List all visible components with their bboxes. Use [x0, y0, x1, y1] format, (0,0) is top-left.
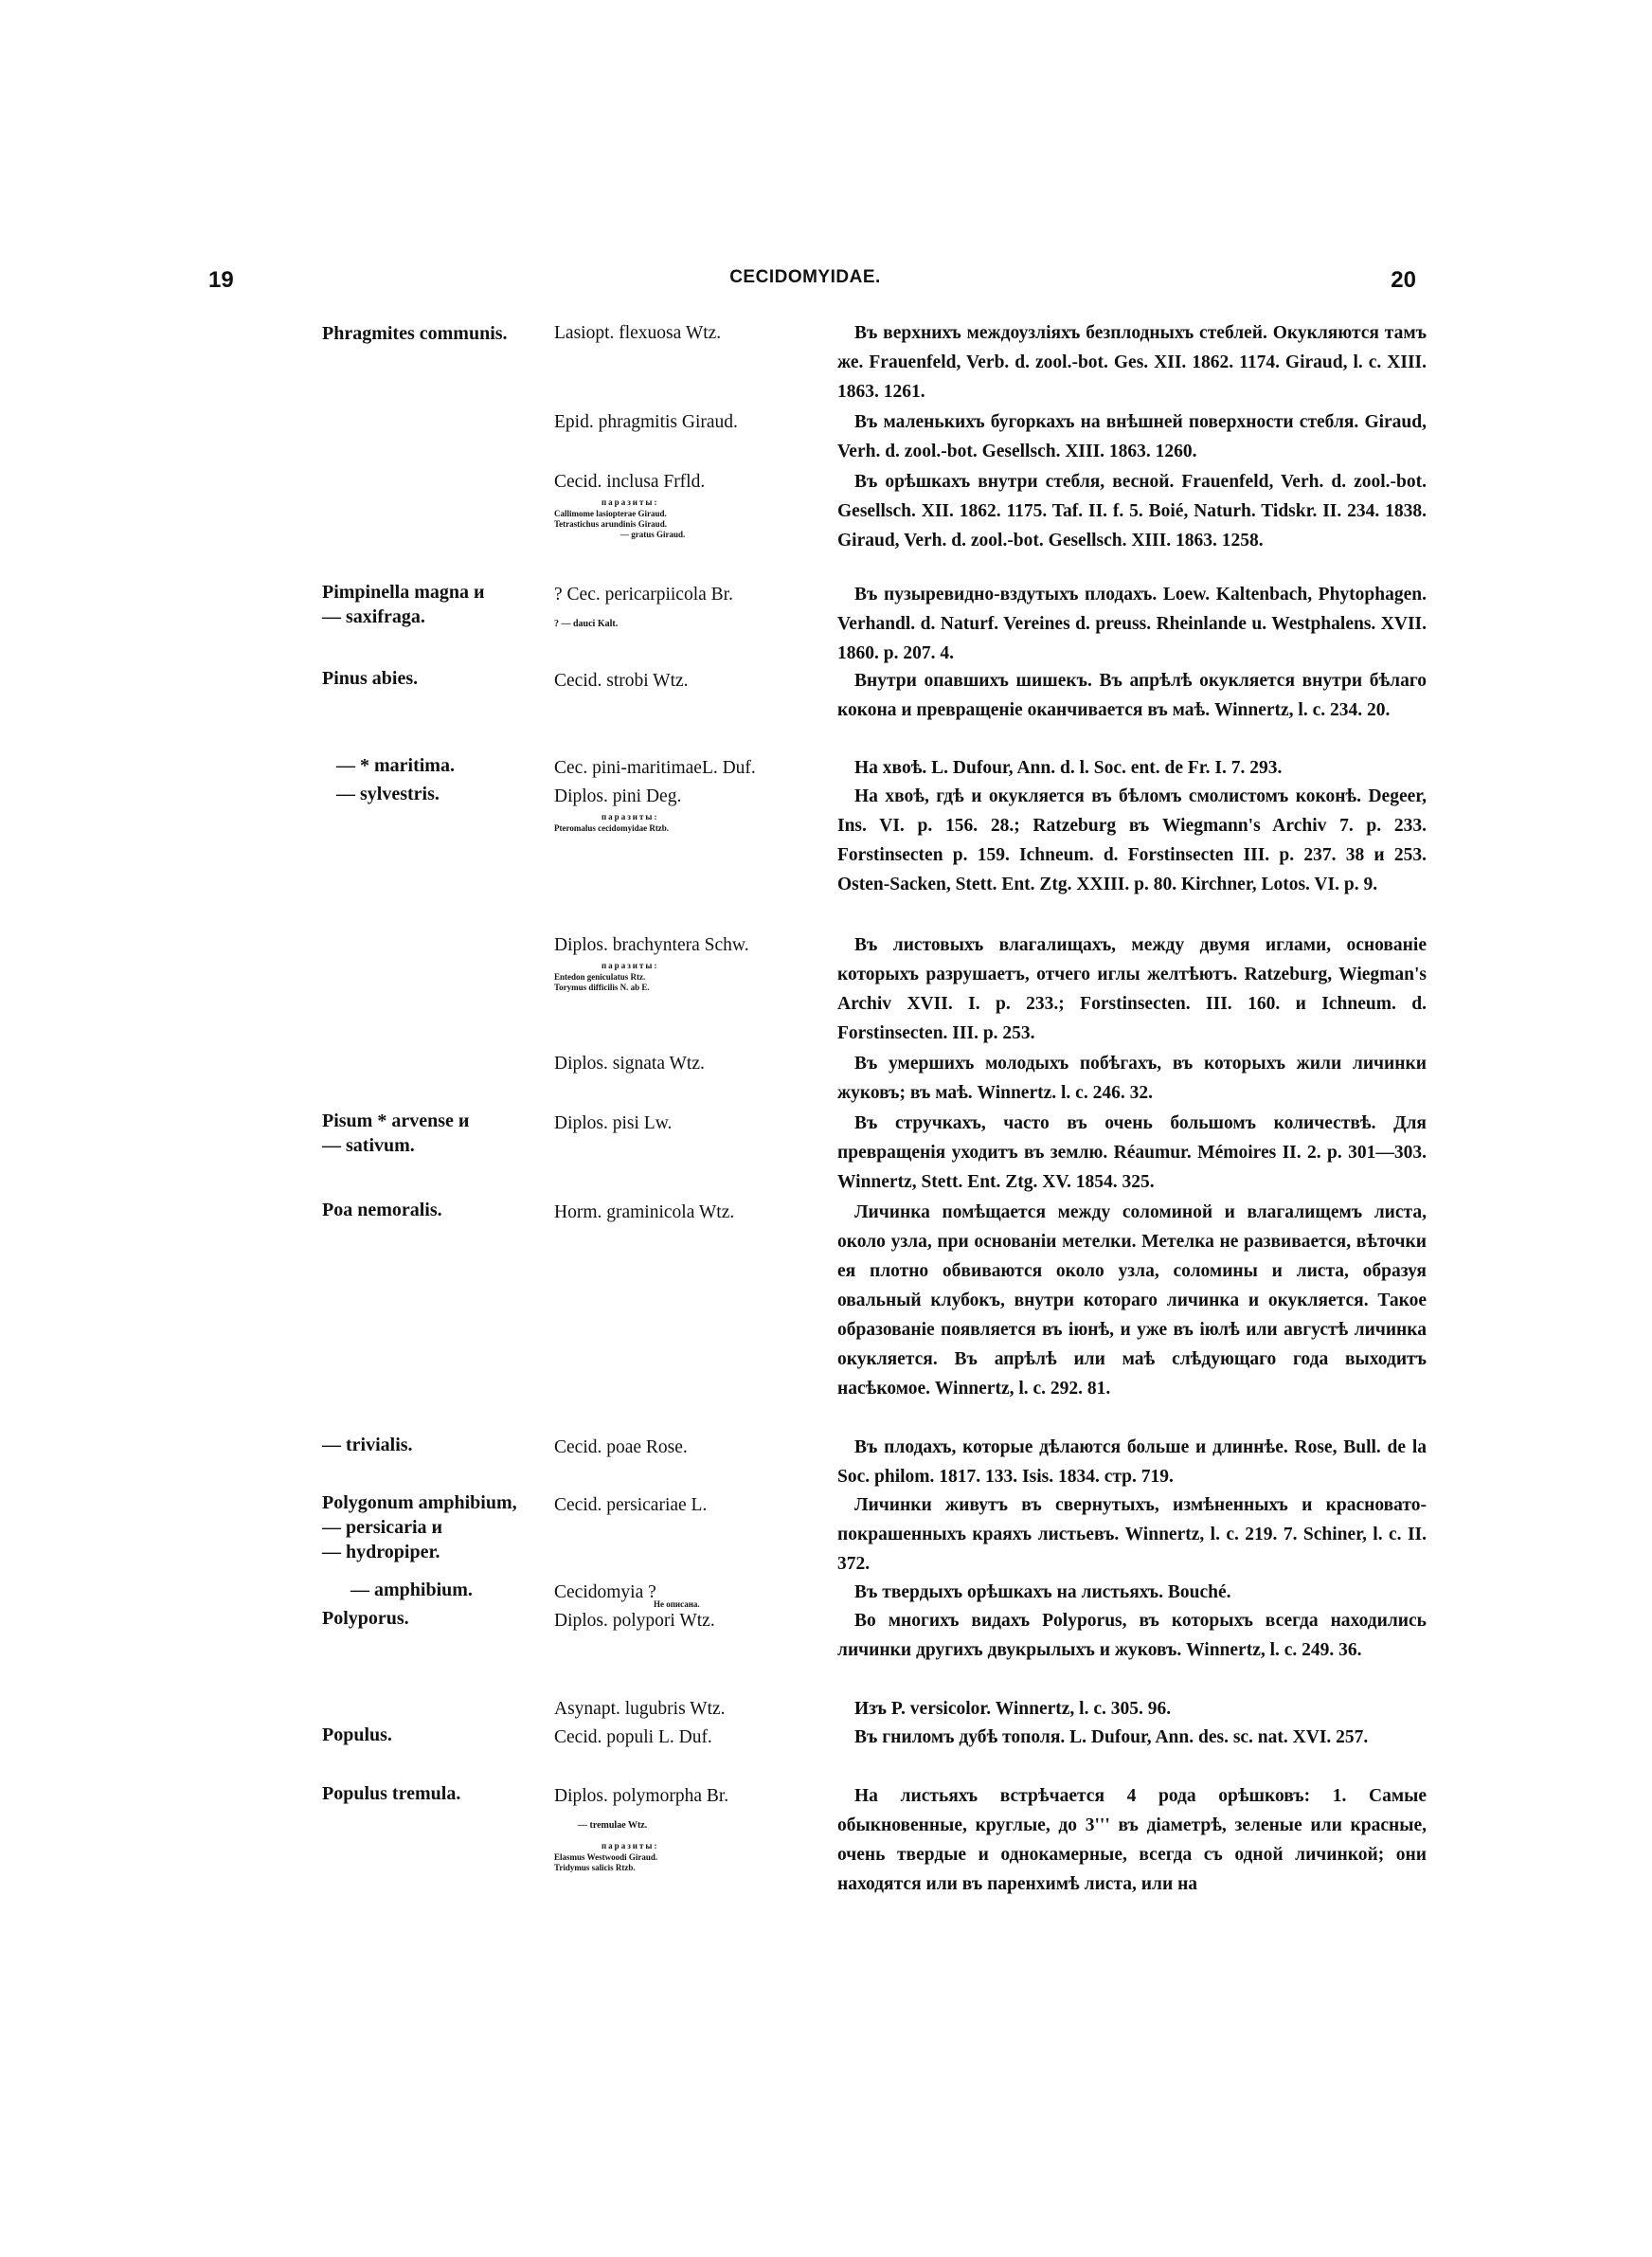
page-number-left: 19: [208, 267, 234, 293]
species-note: Не описана.: [654, 1599, 700, 1609]
parasite-name: Pteromalus cecidomyidae Rtzb.: [554, 823, 670, 833]
host-line: Pimpinella magna и: [322, 582, 485, 603]
host-line: Polygonum amphibium,: [322, 1492, 517, 1513]
parasites-label: паразиты:: [602, 812, 659, 822]
description: Въ маленькихъ бугоркахъ на внѣшней поверхности стебля. Giraud, Verh. d. zool.-bot. Gesellsch. XIII. 1863. 1260.: [837, 412, 1427, 461]
gall-species: Diplos. pini Deg.: [554, 786, 682, 806]
gall-species-block: [554, 467, 810, 540]
page-number-right: 20: [1391, 267, 1416, 293]
description: Въ листовыхъ влагалищахъ, между двумя иглами, основанiе которыхъ разрушаетъ, отчего иглы желтѣютъ. Ratzeburg, Wiegman's Archiv XVII. I. p. 233.; Forstinsecten. III. 160. и Ichneum. d. Forstinsecten. III. p. 253.: [837, 935, 1427, 1043]
host-plant: [322, 1490, 540, 1564]
gall-species: Cec. pini-maritimaeL. Duf.: [554, 758, 756, 778]
gall-species: — tremulae Wtz.: [578, 1820, 648, 1831]
host-plant: — sylvestris.: [336, 784, 440, 804]
host-line: — hydropiper.: [322, 1542, 440, 1562]
description: Въ твердыхъ орѣшкахъ на листьяхъ. Bouché.: [854, 1582, 1231, 1602]
parasite-name: Callimome lasiopterae Giraud.: [554, 509, 667, 518]
gall-species-block: [554, 930, 810, 993]
description: Въ стручкахъ, часто въ очень большомъ количествѣ. Для превращенiя уходитъ въ землю. Réaumur. Mémoires II. 2. p. 301—303. Winnertz, Stett. Ent. Ztg. XV. 1854. 325.: [837, 1113, 1427, 1192]
gall-species: Diplos. signata Wtz.: [554, 1054, 705, 1074]
gall-species: ? Cec. pericarpiicola Br.: [554, 585, 733, 605]
description: Во многихъ видахъ Polyporus, въ которыхъ всегда находились личинки другихъ двукрылыхъ и жуковъ. Winnertz, l. c. 249. 36.: [837, 1611, 1427, 1660]
host-plant: — amphibium.: [350, 1580, 473, 1600]
description: Въ умершихъ молодыхъ побѣгахъ, въ которыхъ жили личинки жуковъ; въ маѣ. Winnertz. l. c. 246. 32.: [837, 1054, 1427, 1103]
description: Изъ P. versicolor. Winnertz, l. c. 305. 96.: [854, 1699, 1172, 1719]
host-plant: Poa nemoralis.: [322, 1200, 442, 1220]
gall-species: Asynapt. lugubris Wtz.: [554, 1699, 726, 1719]
host-line: — persicaria и: [322, 1517, 443, 1538]
gall-species: Diplos. polypori Wtz.: [554, 1611, 715, 1631]
gall-species: Cecid. strobi Wtz.: [554, 671, 689, 691]
gall-species: Diplos. brachyntera Schw.: [554, 935, 749, 955]
host-plant: Populus tremula.: [322, 1783, 461, 1804]
gall-species: Cecid. inclusa Frfld.: [554, 472, 706, 492]
host-plant: [322, 1109, 540, 1158]
gall-species: Diplos. polymorpha Br.: [554, 1786, 729, 1806]
running-title: CECIDOMYIDAE.: [729, 267, 881, 287]
parasite-name: Elasmus Westwoodi Giraud.: [554, 1852, 658, 1862]
parasite-name: — gratus Giraud.: [620, 530, 686, 539]
gall-species: Epid. phragmitis Giraud.: [554, 412, 738, 432]
parasite-name: Tetrastichus arundinis Giraud.: [554, 519, 667, 529]
description: Личинка помѣщается между соломиной и влагалищемъ листа, около узла, при основанiи метелки. Метелка не развивается, вѣточки ея плотно обвиваются около узла, соломины и листа, образуя овальный клубокъ, внутри котораго личинка и окукляется. Такое образованiе появляется въ iюнѣ, и уже въ iюлѣ или августѣ личинка окукляется. Въ апрѣлѣ или маѣ слѣдующаго года выходитъ насѣкомое. Winnertz, l. c. 292. 81.: [837, 1202, 1427, 1399]
description: На хвоѣ. L. Dufour, Ann. d. l. Soc. ent. de Fr. I. 7. 293.: [854, 758, 1283, 778]
host-plant: — trivialis.: [322, 1435, 413, 1455]
host-plant: Pinus abies.: [322, 668, 419, 689]
gall-species: Cecidomyia ?: [554, 1582, 656, 1602]
parasite-name: Entedon geniculatus Rtz.: [554, 972, 646, 982]
description: Внутри опавшихъ шишекъ. Въ апрѣлѣ окукляется внутри бѣлаго кокона и превращенiе оканчивается въ маѣ. Winnertz, l. c. 234. 20.: [837, 671, 1427, 720]
host-plant: Polyporus.: [322, 1608, 409, 1629]
gall-species-block: [554, 1578, 810, 1610]
gall-species: Cecid. poae Rose.: [554, 1437, 688, 1457]
description: Въ плодахъ, которые дѣлаются больше и длиннѣе. Rose, Bull. de la Soc. philom. 1817. 133. Isis. 1834. стр. 719.: [837, 1437, 1427, 1487]
parasites-label: паразиты:: [602, 1841, 659, 1851]
gall-species-block: [554, 1781, 810, 1873]
gall-species: Cecid. populi L. Duf.: [554, 1727, 712, 1747]
host-plant: — * maritima.: [336, 755, 455, 776]
gall-species-block: [554, 782, 810, 834]
host-line: — sativum.: [322, 1135, 415, 1156]
description: Въ пузыревидно-вздутыхъ плодахъ. Loew. Kaltenbach, Phytophagen. Verhandl. d. Naturf. Vereines d. preuss. Rheinlande u. Westphalens. XVII. 1860. p. 207. 4.: [837, 585, 1427, 663]
description: На хвоѣ, гдѣ и окукляется въ бѣломъ смолистомъ коконѣ. Degeer, Ins. VI. p. 156. 28.; Ratzeburg въ Wiegmann's Archiv 7. p. 233. Forstinsecten p. 159. Ichneum. d. Forstinsecten III. p. 237. 38 и 253. Osten-Sacken, Stett. Ent. Ztg. XXIII. p. 80. Kirchner, Lotos. VI. p. 9.: [837, 786, 1427, 894]
description: Въ гниломъ дубѣ тополя. L. Dufour, Ann. des. sc. nat. XVI. 257.: [854, 1727, 1369, 1747]
description: Личинки живутъ въ свернутыхъ, измѣненныхъ и красновато-покрашенныхъ краяхъ листьевъ. Winnertz, l. c. 219. 7. Schiner, l. c. II. 372.: [837, 1495, 1427, 1574]
gall-species: ? — dauci Kalt.: [554, 619, 619, 629]
gall-species-block: [554, 580, 810, 639]
description: Въ верхнихъ междоузлiяхъ безплодныхъ стеблей. Окукляются тамъ же. Frauenfeld, Verb. d. zool.-bot. Ges. XII. 1862. 1174. Giraud, l. c. XIII. 1863. 1261.: [837, 323, 1427, 402]
gall-species: Lasiopt. flexuosa Wtz.: [554, 323, 722, 343]
description: Въ орѣшкахъ внутри стебля, весной. Frauenfeld, Verh. d. zool.-bot. Gesellsch. XII. 1862. 1175. Taf. II. f. 5. Boié, Naturh. Tidskr. II. 234. 1838. Giraud, Verh. d. zool.-bot. Gesellsch. XIII. 1863. 1258.: [837, 472, 1427, 551]
page-header: [194, 256, 1416, 294]
host-plant: Populus.: [322, 1724, 392, 1745]
parasites-label: паразиты:: [602, 497, 659, 507]
gall-species: Cecid. persicariae L.: [554, 1495, 708, 1515]
host-line: Pisum * arvense и: [322, 1110, 470, 1131]
parasite-name: Torymus difficilis N. ab E.: [554, 983, 650, 992]
host-plant: Phragmites communis.: [322, 323, 508, 344]
host-plant: [322, 580, 540, 629]
host-line: — saxifraga.: [322, 606, 425, 627]
description: На листьяхъ встрѣчается 4 рода орѣшковъ: 1. Самые обыкновенные, круглые, до 3''' въ дiаметрѣ, зеленые или красные, очень твердые и однокамерные, всегда съ одной личинкой; они находятся или въ паренхимѣ листа, или на: [837, 1786, 1427, 1894]
parasites-label: паразиты:: [602, 961, 659, 970]
gall-species: Diplos. pisi Lw.: [554, 1113, 673, 1133]
parasite-name: Tridymus salicis Rtzb.: [554, 1863, 636, 1872]
gall-species: Horm. graminicola Wtz.: [554, 1202, 735, 1222]
